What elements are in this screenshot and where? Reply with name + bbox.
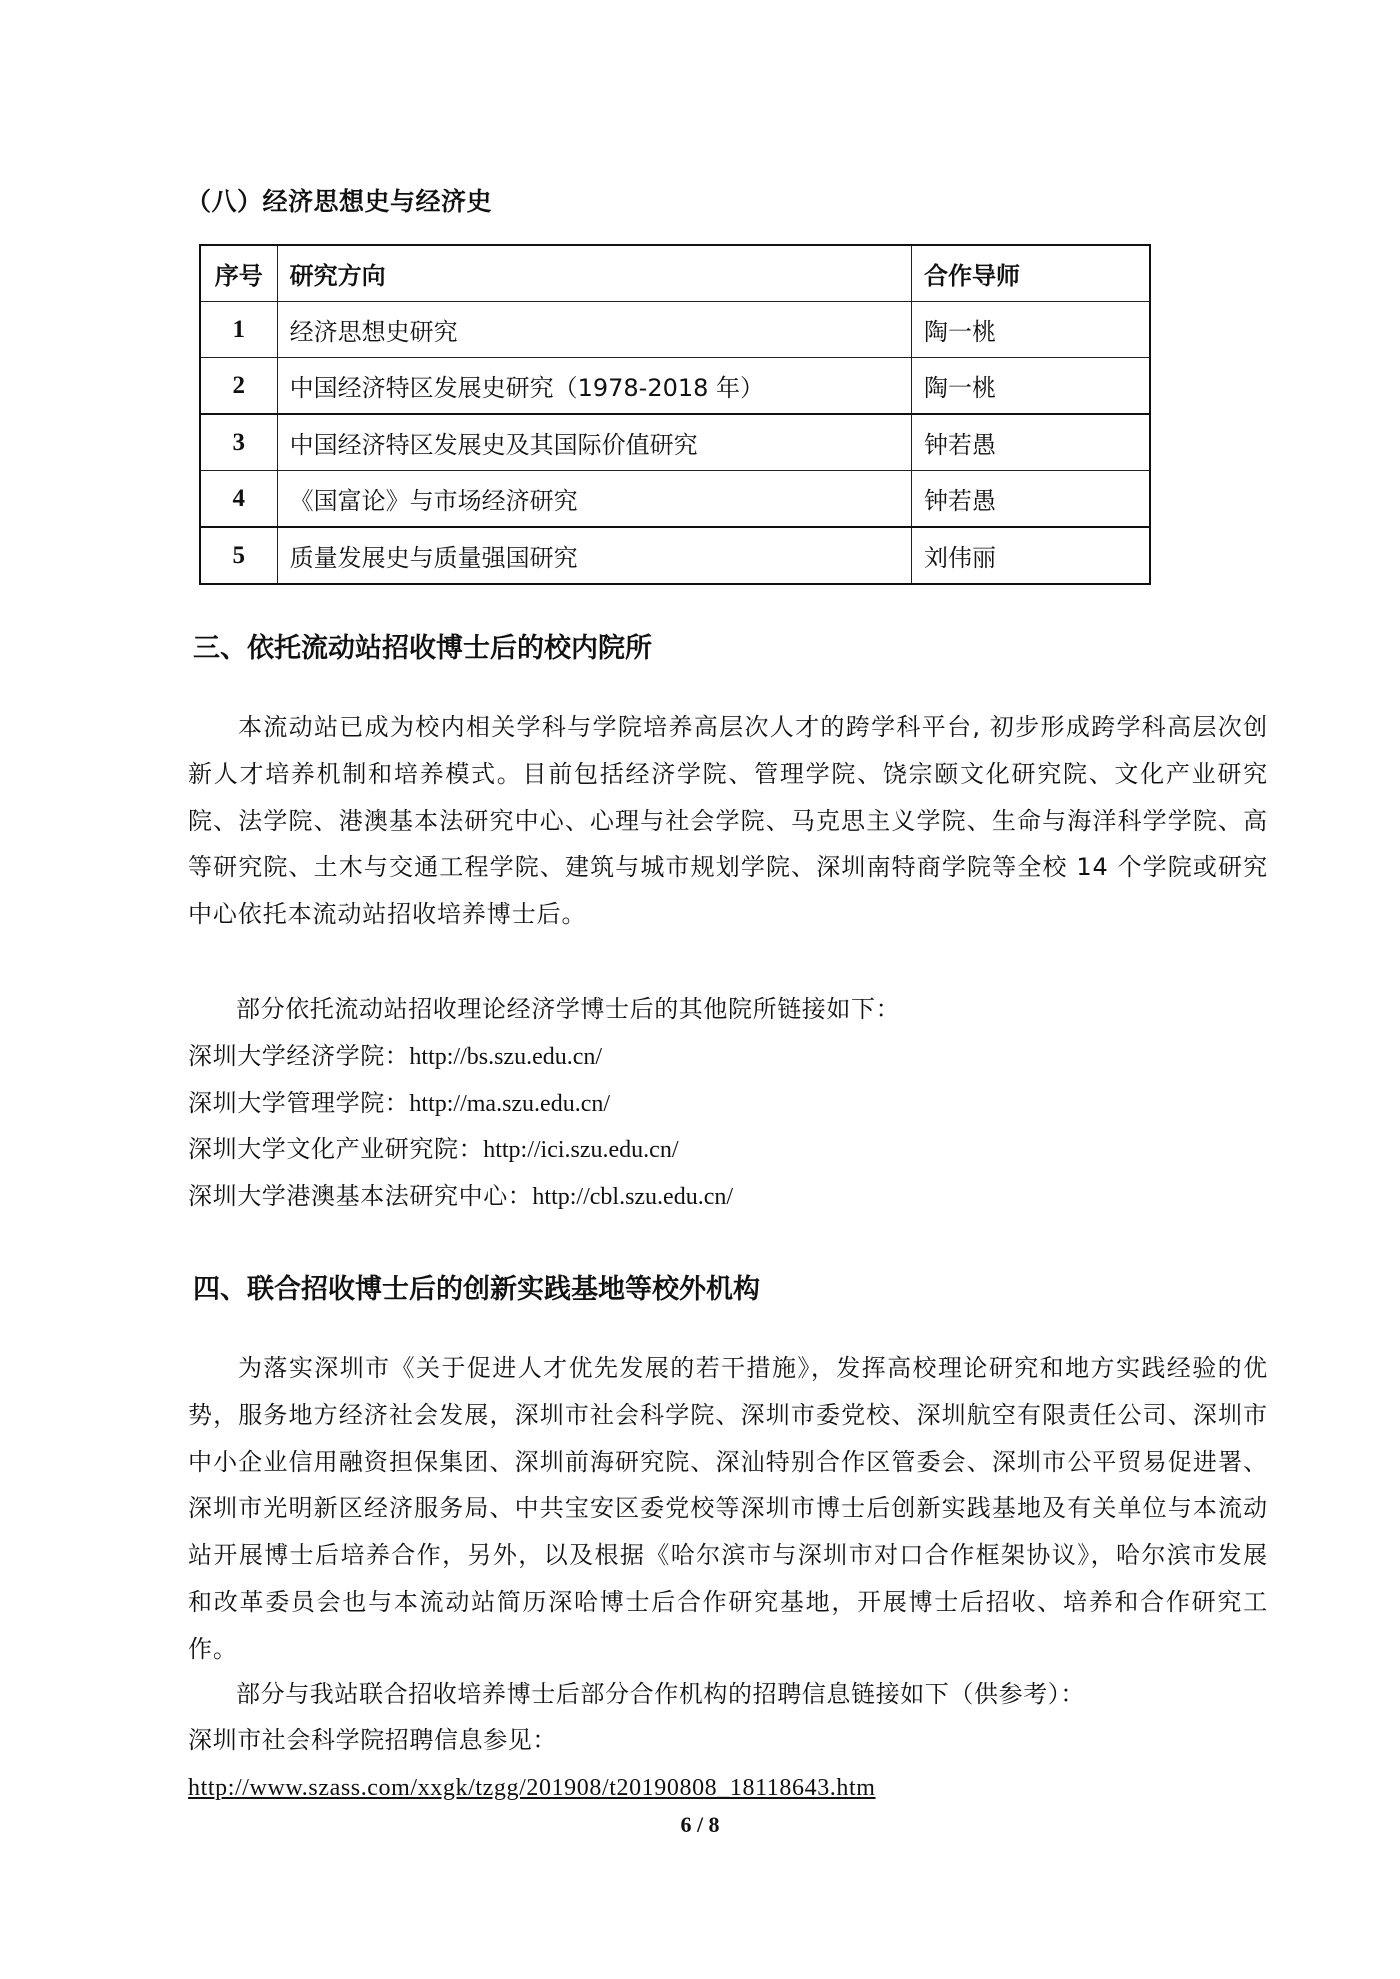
row-advisor: 钟若愚 [911, 471, 1150, 528]
row-number: 1 [200, 302, 277, 358]
table-row [200, 471, 1150, 528]
external-links-intro: 部分与我站联合招收培养博士后部分合作机构的招聘信息链接如下（供参考）： [236, 1680, 1085, 1708]
link-label: 深圳大学文化产业研究院： [188, 1135, 484, 1163]
row-direction: 《国富论》与市场经济研究 [277, 471, 911, 528]
row-number: 2 [200, 358, 277, 415]
link-item-economics [188, 1041, 602, 1072]
row-advisor: 陶一桃 [911, 302, 1150, 358]
internal-links-intro: 部分依托流动站招收理论经济学博士后的其他院所链接如下： [236, 995, 901, 1023]
research-directions-table [199, 244, 1151, 585]
table-row [200, 414, 1150, 471]
table-row [200, 527, 1150, 584]
internal-institutes-paragraph: 本流动站已成为校内相关学科与学院培养高层次人才的跨学科平台, 初步形成跨学科高层次创新人才培养机制和培养模式。目前包括经济学院、管理学院、饶宗颐文化研究院、文化产业研究院、法学院、港澳基本法研究中心、心理与社会学院、马克思主义学院、生命与海洋科学学院、高等研究院、土木与交通工程学院、建筑与城市规划学院、深圳南特商学院等全校 14 个学院或研究中心依托本流动站招收培养博士后。 [188, 713, 1268, 929]
link-url[interactable]: http://bs.szu.edu.cn/ [409, 1044, 603, 1070]
row-number: 4 [200, 471, 277, 528]
link-url[interactable]: http://ici.szu.edu.cn/ [483, 1137, 679, 1163]
row-number: 3 [200, 414, 277, 471]
row-direction: 经济思想史研究 [277, 302, 911, 358]
row-number: 5 [200, 527, 277, 584]
link-label: 深圳大学港澳基本法研究中心： [188, 1182, 533, 1210]
table-row [200, 358, 1150, 415]
link-label: 深圳大学经济学院： [188, 1042, 410, 1070]
table-row [200, 302, 1150, 358]
header-direction: 研究方向 [277, 245, 911, 302]
row-direction: 中国经济特区发展史研究（1978-2018 年） [277, 358, 911, 415]
link-item-cultural-industry [188, 1134, 679, 1165]
link-label: 深圳大学管理学院： [188, 1089, 410, 1117]
link-url[interactable]: http://cbl.szu.edu.cn/ [532, 1184, 734, 1210]
szass-reference-label: 深圳市社会科学院招聘信息参见： [188, 1726, 557, 1754]
szass-recruitment-link[interactable]: http://www.szass.com/xxgk/tzgg/201908/t20190808_18118643.htm [188, 1775, 876, 1801]
table-header-row [200, 245, 1150, 302]
header-advisor: 合作导师 [911, 245, 1150, 302]
row-advisor: 陶一桃 [911, 358, 1150, 415]
section-heading-external-bases: 四、联合招收博士后的创新实践基地等校外机构 [193, 1274, 760, 1305]
link-item-basic-law [188, 1181, 733, 1212]
link-item-management [188, 1088, 610, 1119]
section-heading-economic-history: （八）经济思想史与经济史 [186, 187, 493, 216]
row-advisor: 钟若愚 [911, 414, 1150, 471]
external-bases-paragraph: 为落实深圳市《关于促进人才优先发展的若干措施》，发挥高校理论研究和地方实践经验的优势，服务地方经济社会发展，深圳市社会科学院、深圳市委党校、深圳航空有限责任公司、深圳市中小企业信用融资担保集团、深圳前海研究院、深汕特别合作区管委会、深圳市公平贸易促进署、深圳市光明新区经济服务局、中共宝安区委党校等深圳市博士后创新实践基地及有关单位与本流动站开展博士后培养合作，另外，以及根据《哈尔滨市与深圳市对口合作框架协议》，哈尔滨市发展和改革委员会也与本流动站简历深哈博士后合作研究基地，开展博士后招收、培养和合作研究工作。 [188, 1354, 1268, 1663]
link-url[interactable]: http://ma.szu.edu.cn/ [409, 1091, 611, 1117]
header-seq: 序号 [200, 245, 277, 302]
row-advisor: 刘伟丽 [911, 527, 1150, 584]
page-number: 6 / 8 [680, 1812, 720, 1837]
row-direction: 质量发展史与质量强国研究 [277, 527, 911, 584]
row-direction: 中国经济特区发展史及其国际价值研究 [277, 414, 911, 471]
szass-reference-link-line [188, 1772, 876, 1803]
section-heading-internal-institutes: 三、依托流动站招收博士后的校内院所 [193, 633, 652, 664]
